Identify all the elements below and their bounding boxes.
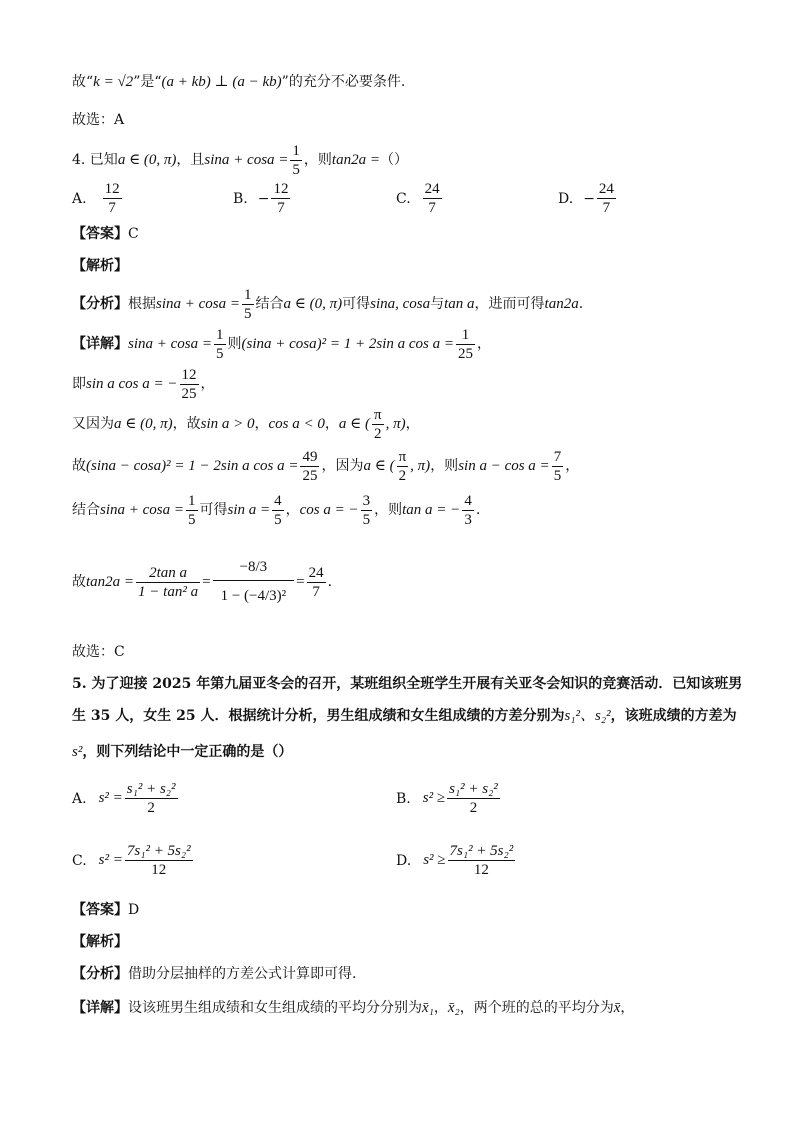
analysis-5: 【分析】借助分层抽样的方差公式计算即可得. <box>72 966 357 982</box>
text: 4. 已知 <box>72 152 118 168</box>
question-5-line-3: s²，则下列结论中一定正确的是（） <box>72 744 293 760</box>
option-d: D. s² ≥ $\frac{\text{7s₁² + 5s₂²}}{12}$ <box>396 843 514 878</box>
detail-line-e: 故 tan2a = $\frac{\text{2tan a}}{\text{1 − tan² a}}$ = $\frac{-8/3}{\text{1 − (−4/3)²}}$ = $\frac{24}{7}$ . <box>72 540 332 624</box>
analysis-4: 【分析】 根据 sina + cosa = $\frac{1}{5}$ 结合 a ∈ (0, π) 可得 sina, cosa 与 tan a ，进而可得 tan2a . <box>72 286 584 322</box>
text: 故“ <box>72 74 94 90</box>
option-c: C. $\frac{24}{7}$ <box>396 181 440 216</box>
option-c: C. s² = $\frac{\text{7s₁² + 5s₂²}}{12}$ <box>72 843 191 878</box>
answer-5: 【答案】D <box>72 902 140 918</box>
option-a: A. $\frac{12}{7}$ <box>72 181 120 216</box>
detail-5: 【详解】设该班男生组成绩和女生组成绩的平均分分别为x̄₁，x̄₂，两个班的总的平均分为x̄， <box>72 1000 635 1016</box>
option-d: D. − $\frac{24}{7}$ <box>558 181 614 216</box>
answer-select-4: 故选：C <box>72 644 125 660</box>
question-5-line-1: 5. 为了迎接 2025 年第九届亚冬会的召开，某班组织全班学生开展有关亚冬会知识的竞赛活动．已知该班男 <box>72 676 743 692</box>
detail-4: 【详解】 sina + cosa = $\frac{1}{5}$ 则 (sina + cosa)² = 1 + 2sin a cos a = $\frac{1}{25}$ ， <box>72 326 491 362</box>
math: a ∈ (0, π) <box>117 152 177 168</box>
detail-line-d: 结合 sina + cosa = $\frac{1}{5}$ 可得 sin a = $\frac{4}{5}$ ， cos a = − $\frac{3}{5}$ ，则 tan a = − $\frac{4}{3}$ . <box>72 492 481 528</box>
math: sina + cosa = <box>204 152 289 168</box>
detail-line-a: 即 sin a cos a = − $\frac{12}{25}$ ， <box>72 366 215 402</box>
analysis-heading-5: 【解析】 <box>72 934 128 950</box>
answer-4: 【答案】C <box>72 226 139 242</box>
blank: （） <box>379 152 408 168</box>
answer-select-3: 故选：A <box>72 112 125 128</box>
detail-line-c: 故 (sina − cosa)² = 1 − 2sin a cos a = $\frac{49}{25}$ ，因为 a ∈ ( $\frac{\pi}{2}$ , π) ，则 sin a − cos a = $\frac{7}{5}$ ， <box>72 448 580 484</box>
math-vector-perp: (a + kb) ⊥ (a − kb) <box>161 74 282 90</box>
text: ，且 <box>176 152 205 168</box>
option-b: B. − $\frac{12}{7}$ <box>233 181 289 216</box>
option-a: A. s² = $\frac{\text{s₁² + s₂²}}{2}$ <box>72 781 176 816</box>
analysis-heading-4: 【解析】 <box>72 258 128 274</box>
text: ”的充分不必要条件. <box>281 74 406 90</box>
math: tan2a = <box>331 152 380 168</box>
detail-line-b: 又因为 a ∈ (0, π) ，故 sin a > 0 ， cos a < 0 ， a ∈ ( $\frac{\pi}{2}$ , π) ， <box>72 406 420 442</box>
text: ”是“ <box>133 74 162 90</box>
fraction: $\frac{1}{5}$ <box>292 142 300 178</box>
question-4 <box>72 142 408 178</box>
math-k: k = √2 <box>93 74 134 90</box>
option-b: B. s² ≥ $\frac{\text{s₁² + s₂²}}{2}$ <box>396 781 498 816</box>
question-5-line-2: 生 35 人，女生 25 人．根据统计分析，男生组成绩和女生组成绩的方差分别为s₁²、s₂²，该班成绩的方差为 <box>72 708 737 724</box>
text: ，则 <box>303 152 332 168</box>
conclusion-line <box>72 72 405 92</box>
